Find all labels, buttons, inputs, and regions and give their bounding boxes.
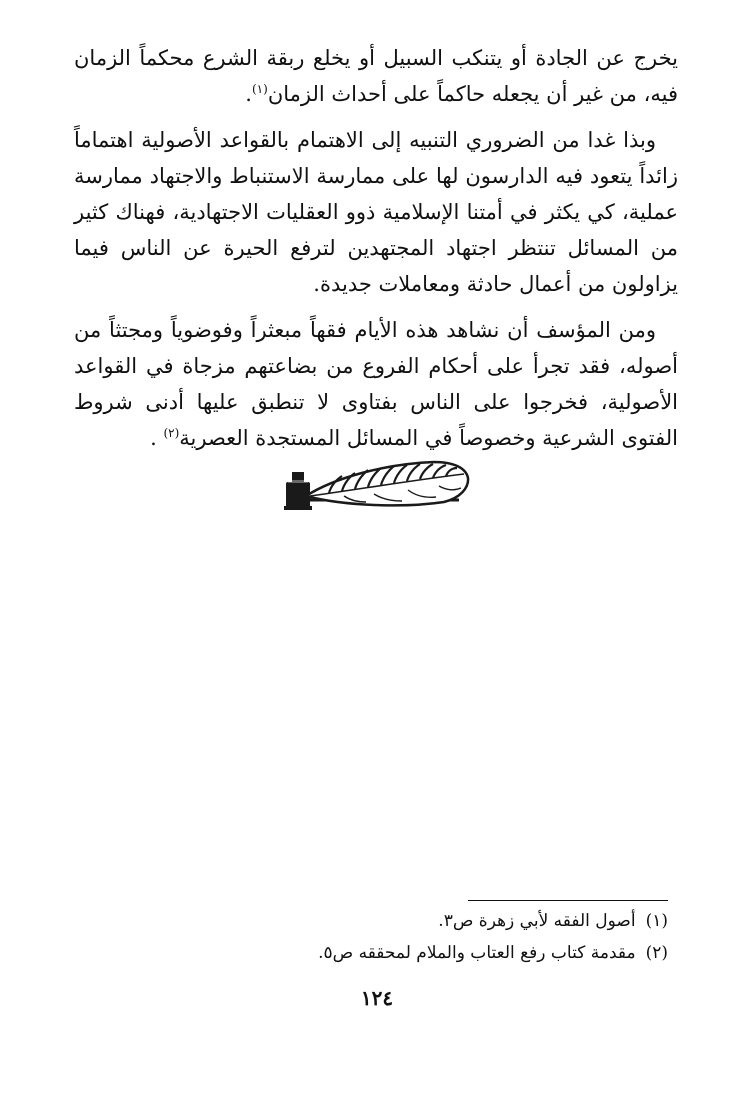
footnote-2 [120, 937, 668, 969]
footnote-divider [468, 900, 668, 901]
page-number: ١٢٤ [360, 986, 394, 1010]
footnote-2-text: مقدمة كتاب رفع العتاب والملام لمحققه ص٥. [318, 943, 636, 963]
paragraph-2 [74, 122, 678, 302]
paragraph-3-tail: . [150, 426, 164, 450]
paragraph-3-text: ومن المؤسف أن نشاهد هذه الأيام فقهاً مبعثراً وفوضوياً ومجتثاً من أصوله، فقد تجرأ على أحكام الفروع من بضاعتهم مزجاة في القواعد الأصولية، فخرجوا على الناس بفتاوى لا تنطبق عليها أدنى شروط الفتوى الشرعية وخصوصاً في المسائل المستجدة العصرية [74, 318, 678, 450]
footnote-1-text: أصول الفقه لأبي زهرة ص٣. [438, 911, 636, 931]
quill-inkwell-ornament-icon [284, 456, 474, 516]
paragraph-1-tail: . [245, 82, 252, 106]
footnotes [120, 905, 668, 969]
main-text [74, 40, 678, 466]
paragraph-1 [74, 40, 678, 112]
paragraph-3 [74, 312, 678, 456]
paragraph-1-text: يخرج عن الجادة أو يتنكب السبيل أو يخلع ربقة الشرع محكماً الزمان فيه، من غير أن يجعله حاكماً على أحداث الزمان [74, 46, 678, 106]
footnote-1 [120, 905, 668, 937]
footnote-2-number: (٢) [645, 943, 668, 963]
footnote-ref-1: (١) [251, 82, 268, 96]
paragraph-2-text: وبذا غدا من الضروري التنبيه إلى الاهتمام بالقواعد الأصولية اهتماماً زائداً يتعود فيه الدارسون لها على ممارسة الاستنباط والاجتهاد ممارسة عملية، كي يكثر في أمتنا الإسلامية ذوو العقليات الاجتهادية، فهناك كثير من المسائل تنتظر اجتهاد المجتهدين لترفع الحيرة عن الناس فيما يزاولون من أعمال حادثة ومعاملات جديدة. [74, 128, 678, 296]
footnote-ref-2: (٢) [163, 426, 180, 440]
footnote-1-number: (١) [645, 911, 668, 931]
